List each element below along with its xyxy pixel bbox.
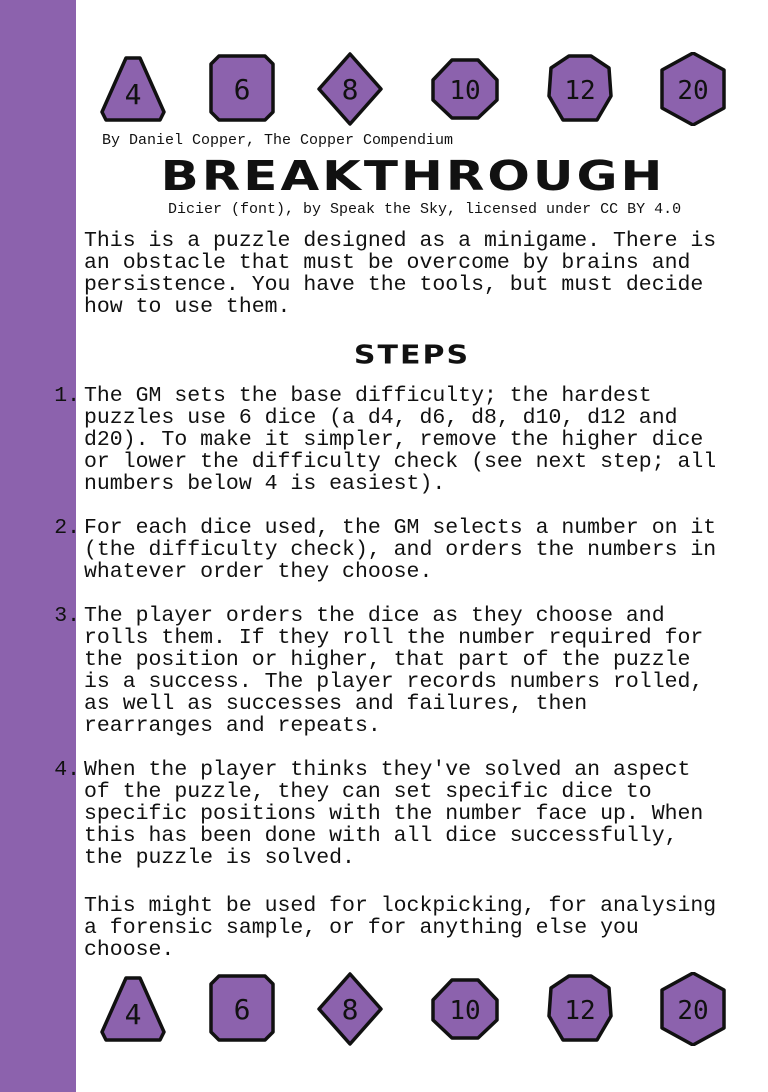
step-text: When the player thinks they've solved an aspect of the puzzle, they can set specific dice to specific positions with the number face up. When this has been done with all dice successfully, the puzzle is solved. [84, 758, 704, 870]
die-label: 8 [341, 993, 359, 1026]
d10-die-icon [430, 52, 500, 126]
d6-die-icon [207, 52, 277, 126]
d12-die-icon [545, 52, 615, 126]
font-credit: Dicier (font), by Speak the Sky, licensed under CC BY 4.0 [168, 201, 682, 218]
d10-die-icon [430, 972, 500, 1046]
die-label: 10 [449, 76, 481, 106]
die-label: 20 [677, 76, 709, 106]
d8-die-icon [315, 52, 385, 126]
step-text: The player orders the dice as they choose and rolls them. If they roll the number required for the position or higher, that part of the puzzle is a success. The player records numbers rolled, as well as successes and failures, then rearranges and repeats. [84, 604, 704, 738]
die-label: 4 [124, 998, 142, 1031]
d20-die-icon [658, 972, 728, 1046]
die-label: 8 [341, 73, 359, 106]
step-number: 4. [54, 758, 80, 782]
step-number: 2. [54, 516, 80, 540]
intro-paragraph: This is a puzzle designed as a minigame. There is an obstacle that must be overcome by brains and persistence. You have the tools, but must decide how to use them. [84, 229, 717, 319]
page-title: BREAKTHROUGH [160, 152, 666, 200]
d4-die-icon [98, 52, 168, 126]
d12-die-icon [545, 972, 615, 1046]
die-label: 10 [449, 996, 481, 1026]
step-text: The GM sets the base difficulty; the hardest puzzles use 6 dice (a d4, d6, d8, d10, d12 and d20). To make it simpler, remove the higher dice or lower the difficulty check (see next step; all numbers below 4 is easiest). [84, 384, 717, 496]
die-label: 6 [233, 73, 251, 106]
die-label: 4 [124, 78, 142, 111]
d6-die-icon [207, 972, 277, 1046]
d20-die-icon [658, 52, 728, 126]
step-number: 1. [54, 384, 80, 408]
dice-row-bottom [0, 970, 768, 1050]
step-text: For each dice used, the GM selects a number on it (the difficulty check), and orders the numbers in whatever order they choose. [84, 516, 717, 584]
step-number: 3. [54, 604, 80, 628]
sidebar-stripe [0, 0, 76, 1092]
byline: By Daniel Copper, The Copper Compendium [102, 132, 454, 149]
die-label: 12 [564, 996, 596, 1026]
die-label: 12 [564, 76, 596, 106]
d4-die-icon [98, 972, 168, 1046]
die-label: 20 [677, 996, 709, 1026]
d8-die-icon [315, 972, 385, 1046]
dice-row-top [0, 50, 768, 130]
die-label: 6 [233, 993, 251, 1026]
closing-paragraph: This might be used for lockpicking, for analysing a forensic sample, or for anything else you choose. [84, 894, 717, 962]
steps-heading: STEPS [353, 340, 471, 371]
